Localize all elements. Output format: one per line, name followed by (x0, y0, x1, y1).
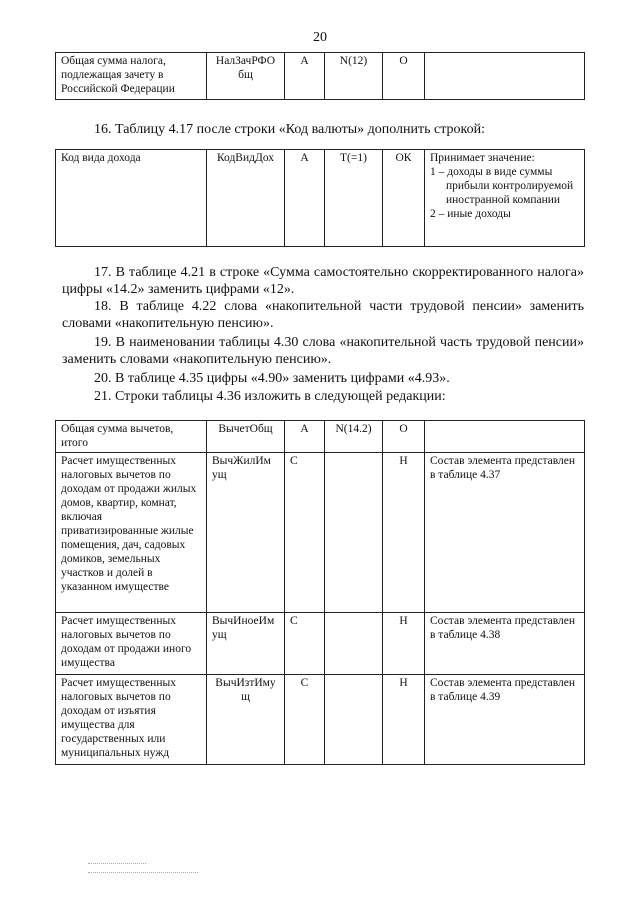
table-row (56, 613, 585, 675)
paragraph-17: 17. В таблице 4.21 в строке «Сумма самостоятельно скорректированного налога» цифры «14.2» заменить цифрами «12». (62, 265, 584, 297)
paragraph-20: 20. В таблице 4.35 цифры «4.90» заменить цифрами «4.93». (94, 371, 450, 386)
cell-name: Код вида дохода (56, 150, 207, 247)
cell-format (325, 613, 383, 675)
cell-note (425, 421, 585, 453)
cell-name: Расчет имущественных налоговых вычетов по доходам от продажи иного имущества (56, 613, 207, 675)
cell-note: Состав элемента представлен в таблице 4.38 (425, 613, 585, 675)
note-option-2: 2 – иные доходы (430, 208, 511, 220)
table-row (56, 53, 585, 100)
table-row (56, 421, 585, 453)
footer-stamp (88, 858, 198, 873)
cell-code: ВычЖилИм ущ (207, 453, 285, 613)
cell-format: N(12) (325, 53, 383, 100)
cell-type: А (285, 421, 325, 453)
cell-code: НалЗачРФО бщ (207, 53, 285, 100)
cell-type: С (285, 453, 325, 613)
cell-required: Н (383, 675, 425, 765)
cell-note (425, 53, 585, 100)
cell-code: ВычетОбщ (207, 421, 285, 453)
table-row (56, 675, 585, 765)
cell-required: ОК (383, 150, 425, 247)
cell-required: Н (383, 453, 425, 613)
paragraph-21: 21. Строки таблицы 4.36 изложить в следующей редакции: (94, 389, 446, 404)
cell-format: N(14.2) (325, 421, 383, 453)
paragraph-16: 16. Таблицу 4.17 после строки «Код валюты» дополнить строкой: (94, 122, 486, 137)
cell-name: Расчет имущественных налоговых вычетов по доходам от продажи жилых домов, квартир, комнат, включая приватизированные жилые помещения, дач, садовых домиков, земельных участков и долей в указанном имуществе (56, 453, 207, 613)
cell-type: С (285, 613, 325, 675)
table-top (55, 52, 585, 100)
cell-name: Общая сумма налога, подлежащая зачету в Российской Федерации (56, 53, 207, 100)
cell-type: А (285, 150, 325, 247)
note-option-1: 1 – доходы в виде суммы (430, 166, 553, 178)
cell-required: Н (383, 613, 425, 675)
cell-note: Состав элемента представлен в таблице 4.37 (425, 453, 585, 613)
cell-format (325, 675, 383, 765)
page-number: 20 (313, 30, 327, 45)
table-row (56, 453, 585, 613)
cell-type: С (285, 675, 325, 765)
cell-note (425, 150, 585, 247)
cell-name: Общая сумма вычетов, итого (56, 421, 207, 453)
cell-format: T(=1) (325, 150, 383, 247)
table-middle (55, 149, 585, 247)
paragraph-18: 18. В таблице 4.22 слова «накопительной части трудовой пенсии» заменить словами «накопительную пенсию». (62, 299, 584, 331)
cell-code: ВычИзтИму щ (207, 675, 285, 765)
note-option-1-cont: прибыли контролируемой иностранной компании (446, 180, 574, 206)
paragraph-19: 19. В наименовании таблицы 4.30 слова «накопительной часть трудовой пенсии» заменить словами «накопительную пенсию». (62, 335, 584, 367)
cell-type: А (285, 53, 325, 100)
note-head: Принимает значение: (430, 152, 535, 164)
cell-code: ВычИноеИм ущ (207, 613, 285, 675)
table-row (56, 150, 585, 247)
cell-format (325, 453, 383, 613)
table-bottom (55, 420, 585, 765)
cell-code: КодВидДох (207, 150, 285, 247)
cell-required: О (383, 421, 425, 453)
cell-name: Расчет имущественных налоговых вычетов по доходам от изъятия имущества для государственных или муниципальных нужд (56, 675, 207, 765)
cell-note: Состав элемента представлен в таблице 4.39 (425, 675, 585, 765)
cell-required: О (383, 53, 425, 100)
